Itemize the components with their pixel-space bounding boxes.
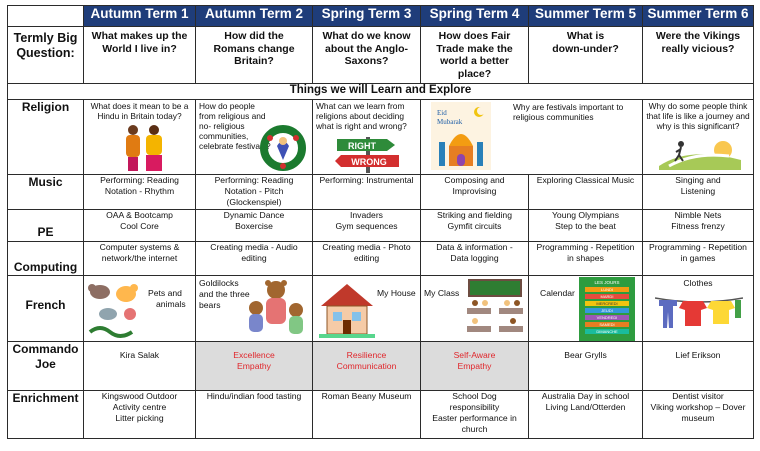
term-header-3: Spring Term 3 [313, 6, 421, 27]
french-2-line3: bears [199, 300, 221, 310]
commando-cell-5 [529, 342, 643, 391]
music-4-line2: Improvising [452, 186, 497, 196]
big-question-6: Were the Vikings really vicious? [643, 27, 754, 84]
pe-cell-2 [196, 210, 313, 242]
enrichment-cell-1 [84, 391, 196, 439]
religion-cell-1 [84, 100, 196, 175]
religion-label: Religion [8, 100, 84, 175]
music-1-line1: Performing: Reading [100, 175, 179, 185]
right-wrong-sign-image [335, 137, 401, 173]
music-2-line1: Performing: Reading [214, 175, 294, 185]
french-text-4: My Class [424, 288, 460, 298]
pe-label: PE [8, 210, 84, 242]
music-cell-3 [313, 175, 421, 210]
french-text-2 [199, 278, 250, 311]
french-1-line1: Pets and [148, 288, 182, 298]
music-cell-2 [196, 175, 313, 210]
enrichment-4-line3: Easter performance in [432, 413, 517, 423]
computing-cell-5 [529, 242, 643, 276]
enrichment-2-line1: Hindu/indian food tasting [206, 391, 302, 401]
music-4-line1: Composing and [444, 175, 505, 185]
computing-cell-3 [313, 242, 421, 276]
religion-row [8, 100, 754, 175]
pe-cell-4 [421, 210, 529, 242]
enrichment-row [8, 391, 754, 439]
enrichment-6-line1: Dentist visitor [672, 391, 724, 401]
commando-cell-6 [643, 342, 754, 391]
enrichment-1-line1: Kingswood Outdoor [101, 391, 178, 401]
music-cell-6 [643, 175, 754, 210]
computing-row [8, 242, 754, 276]
pe-4-line1: Striking and fielding [436, 210, 512, 220]
commando-cell-3 [313, 342, 421, 391]
religion-text-1: What does it mean to be a Hindu in Britain today? [90, 101, 189, 121]
computing-label: Computing [8, 242, 84, 276]
enrichment-4-line4: church [461, 424, 488, 434]
religion-text-4: Why are festivals important to religious communities [513, 102, 624, 122]
enrichment-cell-4 [421, 391, 529, 439]
french-cell-6 [643, 276, 754, 342]
religion-cell-5 [643, 100, 754, 175]
pe-6-line1: Nimble Nets [674, 210, 722, 220]
computing-2-line1: Creating media - Audio [210, 242, 298, 252]
enrichment-6-line3: museum [681, 413, 715, 423]
pe-3-line1: Invaders [350, 210, 383, 220]
day-2: MARDI [600, 294, 614, 299]
computing-5-line1: Programming - Repetition [536, 242, 635, 252]
commando-1-line1: Kira Salak [119, 350, 160, 360]
pe-cell-1 [84, 210, 196, 242]
term-header-4: Spring Term 4 [421, 6, 529, 27]
enrichment-5-line1: Australia Day in school [541, 391, 630, 401]
computing-3-line1: Creating media - Photo [322, 242, 411, 252]
commando-joe-label [8, 342, 84, 391]
religion-cell-4 [421, 100, 643, 175]
eid-mubarak-image [431, 102, 491, 170]
french-text-5: Calendar [540, 288, 575, 298]
enrichment-4-line2: responsibility [449, 402, 500, 412]
eid-text-line1: Eid [437, 109, 447, 117]
enrichment-1-line2: Activity centre [112, 402, 167, 412]
french-2-line2: and the three [199, 289, 250, 299]
enrichment-label: Enrichment [8, 391, 84, 439]
pe-1-line2: Cool Core [120, 221, 159, 231]
commando-2-line2: Empathy [237, 361, 271, 371]
religion-text-3: What can we learn from religions about deciding what is right and wrong? [316, 101, 407, 131]
day-3: MERCREDI [596, 301, 618, 306]
term-header-1: Autumn Term 1 [84, 6, 196, 27]
term-header-6: Summer Term 6 [643, 6, 754, 27]
computing-4-line1: Data & information - [436, 242, 513, 252]
music-cell-4 [421, 175, 529, 210]
sign-right-text: RIGHT [348, 141, 376, 151]
french-cell-4 [421, 276, 529, 342]
big-question-label-line1: Termly Big [13, 31, 78, 45]
french-row [8, 276, 754, 342]
enrichment-cell-5 [529, 391, 643, 439]
music-6-line1: Singing and [675, 175, 721, 185]
pe-2-line1: Dynamic Dance [223, 210, 285, 220]
pets-animals-image [86, 280, 144, 340]
big-question-3: What do we know about the Anglo-Saxons? [313, 27, 421, 84]
big-question-label [8, 27, 84, 84]
french-1-line2: animals [156, 299, 186, 309]
french-cell-3 [313, 276, 421, 342]
day-7: DIMANCHE [596, 329, 618, 334]
term-header-row [8, 6, 754, 27]
sign-wrong-text: WRONG [351, 157, 387, 167]
commando-joe-row [8, 342, 754, 391]
enrichment-6-line2: Viking workshop – Dover [650, 402, 746, 412]
enrichment-5-line2: Living Land/Otterden [545, 402, 626, 412]
computing-1-line1: Computer systems & [99, 242, 180, 252]
commando-cell-1 [84, 342, 196, 391]
pe-5-line1: Young Olympians [551, 210, 620, 220]
french-text-1 [148, 288, 186, 310]
french-cell-5 [529, 276, 643, 342]
religion-text-5: Why do some people think that life is like a journey and why is this significant? [646, 101, 750, 131]
commando-cell-4 [421, 342, 529, 391]
computing-6-line1: Programming - Repetition [649, 242, 747, 252]
music-1-line2: Notation - Rhythm [104, 186, 175, 196]
commando-label-line1: Commando [12, 342, 79, 356]
commando-3-line1: Resilience [346, 350, 387, 360]
music-3-line1: Performing: Instrumental [319, 175, 414, 185]
big-question-label-line2: Question: [16, 46, 75, 60]
calendar-title: LES JOURS [594, 280, 620, 285]
commando-3-line2: Communication [336, 361, 397, 371]
french-label: French [8, 276, 84, 342]
enrichment-cell-3 [313, 391, 421, 439]
three-bears-image [246, 278, 308, 340]
music-row [8, 175, 754, 210]
religion-text-2: How do people from religious and no- religious communities, celebrate festivals? [199, 101, 271, 151]
computing-5-line2: in shapes [567, 253, 604, 263]
big-question-2: How did the Romans change Britain? [196, 27, 313, 84]
big-question-row [8, 27, 754, 84]
curriculum-table [7, 5, 754, 439]
big-question-5: What is down-under? [529, 27, 643, 84]
enrichment-4-line1: School Dog [452, 391, 497, 401]
computing-cell-4 [421, 242, 529, 276]
header-corner [8, 6, 84, 27]
commando-label-line2: Joe [35, 357, 56, 371]
religion-cell-3 [313, 100, 421, 175]
journey-hiker-image [659, 136, 741, 170]
music-cell-1 [84, 175, 196, 210]
computing-cell-6 [643, 242, 754, 276]
pe-6-line2: Fitness frenzy [671, 221, 725, 231]
music-2-line2: Notation - Pitch [224, 186, 284, 196]
big-question-4: How does Fair Trade make the world a better place? [421, 27, 529, 84]
enrichment-cell-2 [196, 391, 313, 439]
pe-cell-5 [529, 210, 643, 242]
hindu-figures-image [120, 122, 168, 172]
music-5-line1: Exploring Classical Music [536, 175, 635, 185]
pe-row [8, 210, 754, 242]
pe-4-line2: Gymfit circuits [447, 221, 502, 231]
enrichment-1-line3: Litter picking [115, 413, 164, 423]
day-1: LUNDI [600, 287, 614, 292]
french-text-3: My House [377, 288, 416, 298]
big-question-1: What makes up the World I live in? [84, 27, 196, 84]
eid-text-line2: Mubarak [437, 118, 463, 126]
term-header-5: Summer Term 5 [529, 6, 643, 27]
commando-2-line1: Excellence [233, 350, 275, 360]
day-6: SAMEDI [599, 322, 615, 327]
my-house-image [319, 282, 375, 338]
music-2-line3: (Glockenspiel) [226, 197, 282, 207]
commando-4-line2: Empathy [457, 361, 492, 371]
computing-2-line2: editing [241, 253, 267, 263]
classroom-image [463, 278, 527, 340]
music-6-line2: Listening [680, 186, 716, 196]
calendar-days-image [579, 277, 635, 341]
commando-6-line1: Lief Erikson [675, 350, 721, 360]
music-cell-5 [529, 175, 643, 210]
learn-explore-banner: Things we will Learn and Explore [8, 84, 754, 100]
day-4: JEUDI [601, 308, 613, 313]
computing-3-line2: editing [353, 253, 380, 263]
pe-1-line1: OAA & Bootcamp [106, 210, 173, 220]
enrichment-cell-6 [643, 391, 754, 439]
pe-cell-3 [313, 210, 421, 242]
french-text-6: Clothes [683, 278, 713, 288]
commando-4-line1: Self-Aware [453, 350, 496, 360]
commando-cell-2 [196, 342, 313, 391]
enrichment-3-line1: Roman Beany Museum [321, 391, 412, 401]
french-2-line1: Goldilocks [199, 278, 239, 288]
clothes-line-image [655, 292, 743, 338]
pe-2-line2: Boxercise [235, 221, 273, 231]
religion-cell-2 [196, 100, 313, 175]
commando-5-line1: Bear Grylls [564, 350, 607, 360]
wreath-image [260, 124, 306, 172]
computing-6-line2: in games [680, 253, 716, 263]
pe-3-line2: Gym sequences [335, 221, 398, 231]
term-header-2: Autumn Term 2 [196, 6, 313, 27]
banner-row [8, 84, 754, 100]
music-label: Music [8, 175, 84, 210]
pe-cell-6 [643, 210, 754, 242]
computing-4-line2: Data logging [450, 253, 499, 263]
computing-1-line2: network/the internet [101, 253, 178, 263]
french-cell-2 [196, 276, 313, 342]
day-5: VENDREDI [596, 315, 618, 320]
pe-5-line2: Step to the beat [555, 221, 616, 231]
computing-cell-1 [84, 242, 196, 276]
french-cell-1 [84, 276, 196, 342]
computing-cell-2 [196, 242, 313, 276]
